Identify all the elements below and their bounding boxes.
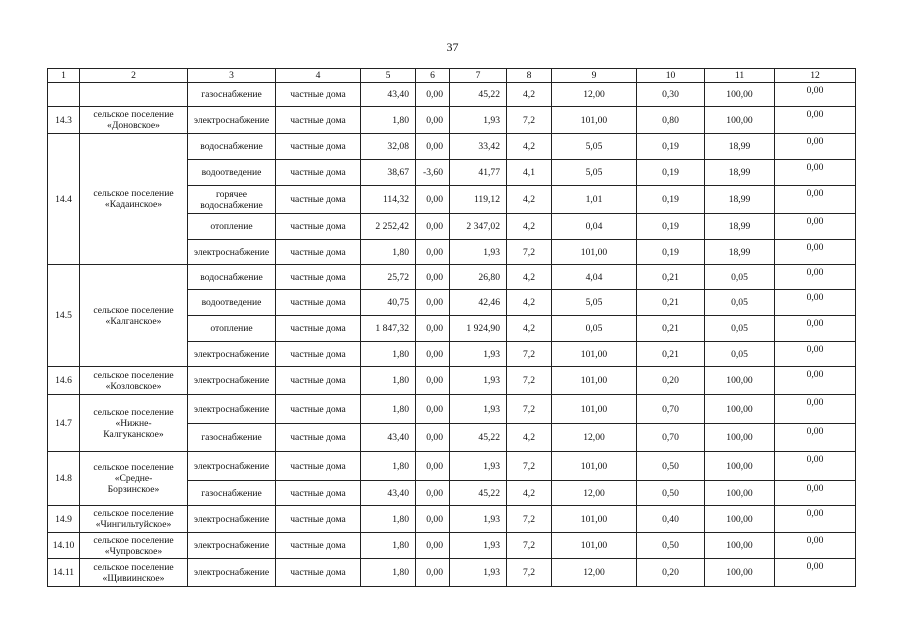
settlement-name-line: «Чупровское» <box>104 545 163 557</box>
value-cell-col11: 100,00 <box>705 107 775 134</box>
value-cell-col9: 101,00 <box>552 107 637 134</box>
row-number-cell: 14.5 <box>48 265 80 367</box>
value-cell-col7: 41,77 <box>450 160 507 186</box>
settlement-name-line: сельское поселение <box>93 406 174 418</box>
row-number-cell: 14.6 <box>48 367 80 395</box>
value-cell-col5: 1,80 <box>361 107 416 134</box>
row-number-cell: 14.3 <box>48 107 80 134</box>
settlement-name-cell <box>80 533 188 559</box>
value-cell-col5: 1,80 <box>361 559 416 587</box>
service-cell: электроснабжение <box>188 559 276 587</box>
service-cell: электроснабжение <box>188 342 276 367</box>
value-cell-col5: 1 847,32 <box>361 316 416 342</box>
value-cell-col9: 5,05 <box>552 134 637 160</box>
value-cell-col9: 101,00 <box>552 533 637 559</box>
header-cell: 9 <box>552 69 637 83</box>
value-cell-col9: 12,00 <box>552 559 637 587</box>
value-cell-col10: 0,80 <box>637 107 705 134</box>
row-number-cell: 14.4 <box>48 134 80 265</box>
value-cell-col8: 4,2 <box>507 481 552 506</box>
settlement-name-line: «Щивиинское» <box>102 572 165 584</box>
value-cell-col6: 0,00 <box>416 367 450 395</box>
value-cell-col9: 101,00 <box>552 367 637 395</box>
housing-type-cell: частные дома <box>276 506 361 533</box>
value-cell-col8: 4,2 <box>507 83 552 107</box>
table-row <box>48 395 856 424</box>
value-cell-col8: 4,2 <box>507 290 552 316</box>
value-cell-col12: 0,00 <box>775 481 856 506</box>
value-cell-col6: 0,00 <box>416 452 450 481</box>
value-cell-col8: 4,2 <box>507 186 552 214</box>
value-cell-col7: 45,22 <box>450 481 507 506</box>
value-cell-col9: 12,00 <box>552 481 637 506</box>
value-cell-col9: 12,00 <box>552 83 637 107</box>
row-number-cell: 14.10 <box>48 533 80 559</box>
value-cell-col9: 0,04 <box>552 214 637 240</box>
value-cell-col12: 0,00 <box>775 367 856 395</box>
value-cell-col10: 0,21 <box>637 290 705 316</box>
page-number: 37 <box>446 40 459 54</box>
value-cell-col9: 101,00 <box>552 506 637 533</box>
value-cell-col6: 0,00 <box>416 186 450 214</box>
value-cell-col7: 1,93 <box>450 395 507 424</box>
value-cell-col11: 18,99 <box>705 186 775 214</box>
settlement-name-line: Калгуканское» <box>103 428 164 440</box>
settlement-name-line: «Доновское» <box>107 120 160 131</box>
header-cell: 7 <box>450 69 507 83</box>
row-number-cell: 14.8 <box>48 452 80 506</box>
value-cell-col11: 0,05 <box>705 316 775 342</box>
housing-type-cell: частные дома <box>276 290 361 316</box>
value-cell-col10: 0,19 <box>637 160 705 186</box>
service-cell: водоснабжение <box>188 265 276 290</box>
settlement-name-line: сельское поселение <box>93 534 174 546</box>
value-cell-col9: 101,00 <box>552 452 637 481</box>
settlement-name-cell <box>80 395 188 452</box>
value-cell-col5: 2 252,42 <box>361 214 416 240</box>
value-cell-col10: 0,19 <box>637 240 705 265</box>
settlement-name-cell <box>80 134 188 265</box>
value-cell-col12: 0,00 <box>775 290 856 316</box>
settlement-name-cell <box>80 452 188 506</box>
value-cell-col6: 0,00 <box>416 342 450 367</box>
value-cell-col7: 1,93 <box>450 367 507 395</box>
value-cell-col12: 0,00 <box>775 452 856 481</box>
value-cell-col5: 1,80 <box>361 240 416 265</box>
table-row <box>48 533 856 559</box>
value-cell-col5: 1,80 <box>361 506 416 533</box>
value-cell-col6: 0,00 <box>416 107 450 134</box>
service-cell: электроснабжение <box>188 506 276 533</box>
settlement-name-line: сельское поселение <box>93 561 174 573</box>
value-cell-col12: 0,00 <box>775 134 856 160</box>
value-cell-col11: 0,05 <box>705 342 775 367</box>
value-cell-col12: 0,00 <box>775 214 856 240</box>
value-cell-col10: 0,30 <box>637 83 705 107</box>
value-cell-col6: 0,00 <box>416 424 450 452</box>
settlement-name-line: сельское поселение <box>93 109 174 120</box>
value-cell-col12: 0,00 <box>775 424 856 452</box>
value-cell-col12: 0,00 <box>775 160 856 186</box>
value-cell-col7: 45,22 <box>450 424 507 452</box>
settlement-name-cell <box>80 367 188 395</box>
settlement-name-line: «Козловское» <box>105 380 162 392</box>
table-row <box>48 107 856 134</box>
value-cell-col5: 1,80 <box>361 342 416 367</box>
value-cell-col11: 100,00 <box>705 424 775 452</box>
value-cell-col8: 4,2 <box>507 214 552 240</box>
value-cell-col6: 0,00 <box>416 395 450 424</box>
settlement-name-line: сельское поселение <box>93 462 174 473</box>
settlement-name-line: сельское поселение <box>93 508 174 519</box>
value-cell-col6: 0,00 <box>416 134 450 160</box>
header-cell: 12 <box>775 69 856 83</box>
value-cell-col8: 4,1 <box>507 160 552 186</box>
value-cell-col11: 100,00 <box>705 452 775 481</box>
service-cell: газоснабжение <box>188 481 276 506</box>
row-number-cell: 14.11 <box>48 559 80 587</box>
settlement-name-cell <box>80 83 188 107</box>
table-row <box>48 506 856 533</box>
value-cell-col5: 1,80 <box>361 367 416 395</box>
value-cell-col5: 38,67 <box>361 160 416 186</box>
value-cell-col5: 43,40 <box>361 83 416 107</box>
value-cell-col5: 1,80 <box>361 533 416 559</box>
value-cell-col11: 18,99 <box>705 160 775 186</box>
settlement-name-cell <box>80 107 188 134</box>
service-cell: электроснабжение <box>188 452 276 481</box>
value-cell-col8: 4,2 <box>507 134 552 160</box>
value-cell-col9: 101,00 <box>552 395 637 424</box>
value-cell-col12: 0,00 <box>775 395 856 424</box>
value-cell-col10: 0,20 <box>637 559 705 587</box>
value-cell-col5: 32,08 <box>361 134 416 160</box>
value-cell-col9: 5,05 <box>552 290 637 316</box>
value-cell-col11: 100,00 <box>705 533 775 559</box>
value-cell-col5: 1,80 <box>361 452 416 481</box>
housing-type-cell: частные дома <box>276 342 361 367</box>
value-cell-col9: 12,00 <box>552 424 637 452</box>
settlement-name-cell <box>80 265 188 367</box>
value-cell-col5: 40,75 <box>361 290 416 316</box>
service-cell: электроснабжение <box>188 240 276 265</box>
settlement-name-line: сельское поселение <box>93 304 174 316</box>
value-cell-col6: -3,60 <box>416 160 450 186</box>
table-row <box>48 83 856 107</box>
value-cell-col6: 0,00 <box>416 481 450 506</box>
value-cell-col11: 18,99 <box>705 214 775 240</box>
service-cell: электроснабжение <box>188 367 276 395</box>
value-cell-col5: 1,80 <box>361 395 416 424</box>
value-cell-col5: 43,40 <box>361 481 416 506</box>
value-cell-col8: 7,2 <box>507 533 552 559</box>
value-cell-col10: 0,70 <box>637 395 705 424</box>
header-cell: 6 <box>416 69 450 83</box>
value-cell-col12: 0,00 <box>775 240 856 265</box>
service-cell: водоотведение <box>188 160 276 186</box>
header-cell: 11 <box>705 69 775 83</box>
value-cell-col12: 0,00 <box>775 533 856 559</box>
value-cell-col6: 0,00 <box>416 83 450 107</box>
header-cell: 2 <box>80 69 188 83</box>
value-cell-col7: 1 924,90 <box>450 316 507 342</box>
row-number-cell: 14.9 <box>48 506 80 533</box>
value-cell-col11: 100,00 <box>705 506 775 533</box>
value-cell-col8: 7,2 <box>507 559 552 587</box>
value-cell-col8: 7,2 <box>507 240 552 265</box>
row-number-cell: 14.7 <box>48 395 80 452</box>
header-row <box>48 69 856 83</box>
value-cell-col11: 18,99 <box>705 134 775 160</box>
value-cell-col10: 0,19 <box>637 134 705 160</box>
value-cell-col6: 0,00 <box>416 214 450 240</box>
value-cell-col12: 0,00 <box>775 265 856 290</box>
housing-type-cell: частные дома <box>276 107 361 134</box>
settlement-name-cell <box>80 559 188 587</box>
value-cell-col7: 1,93 <box>450 342 507 367</box>
value-cell-col6: 0,00 <box>416 290 450 316</box>
header-cell: 4 <box>276 69 361 83</box>
value-cell-col12: 0,00 <box>775 107 856 134</box>
housing-type-cell: частные дома <box>276 559 361 587</box>
value-cell-col7: 1,93 <box>450 107 507 134</box>
value-cell-col11: 100,00 <box>705 367 775 395</box>
value-cell-col6: 0,00 <box>416 533 450 559</box>
value-cell-col6: 0,00 <box>416 316 450 342</box>
housing-type-cell: частные дома <box>276 367 361 395</box>
value-cell-col7: 2 347,02 <box>450 214 507 240</box>
value-cell-col8: 7,2 <box>507 342 552 367</box>
service-cell: электроснабжение <box>188 107 276 134</box>
service-cell: водоотведение <box>188 290 276 316</box>
value-cell-col6: 0,00 <box>416 240 450 265</box>
value-cell-col11: 0,05 <box>705 290 775 316</box>
value-cell-col10: 0,19 <box>637 186 705 214</box>
settlement-name-cell <box>80 506 188 533</box>
value-cell-col11: 100,00 <box>705 83 775 107</box>
housing-type-cell: частные дома <box>276 214 361 240</box>
header-cell: 1 <box>48 69 80 83</box>
value-cell-col6: 0,00 <box>416 265 450 290</box>
value-cell-col9: 4,04 <box>552 265 637 290</box>
housing-type-cell: частные дома <box>276 452 361 481</box>
settlement-name-line: «Калганское» <box>105 315 162 327</box>
value-cell-col7: 1,93 <box>450 452 507 481</box>
value-cell-col5: 25,72 <box>361 265 416 290</box>
header-cell: 8 <box>507 69 552 83</box>
value-cell-col10: 0,21 <box>637 342 705 367</box>
value-cell-col7: 33,42 <box>450 134 507 160</box>
value-cell-col10: 0,50 <box>637 452 705 481</box>
service-cell: горячее водоснабжение <box>188 186 276 214</box>
value-cell-col6: 0,00 <box>416 506 450 533</box>
value-cell-col10: 0,70 <box>637 424 705 452</box>
service-cell: отопление <box>188 316 276 342</box>
value-cell-col11: 0,05 <box>705 265 775 290</box>
value-cell-col10: 0,20 <box>637 367 705 395</box>
settlement-name-line: «Чингильтуйское» <box>95 519 172 530</box>
tariff-table <box>47 68 856 587</box>
value-cell-col7: 1,93 <box>450 506 507 533</box>
value-cell-col11: 18,99 <box>705 240 775 265</box>
value-cell-col8: 7,2 <box>507 107 552 134</box>
service-cell: водоснабжение <box>188 134 276 160</box>
housing-type-cell: частные дома <box>276 265 361 290</box>
value-cell-col11: 100,00 <box>705 395 775 424</box>
value-cell-col5: 43,40 <box>361 424 416 452</box>
housing-type-cell: частные дома <box>276 240 361 265</box>
value-cell-col6: 0,00 <box>416 559 450 587</box>
value-cell-col12: 0,00 <box>775 559 856 587</box>
value-cell-col12: 0,00 <box>775 316 856 342</box>
service-cell: электроснабжение <box>188 395 276 424</box>
value-cell-col9: 101,00 <box>552 240 637 265</box>
settlement-name-line: сельское поселение <box>93 188 174 199</box>
value-cell-col7: 42,46 <box>450 290 507 316</box>
value-cell-col8: 4,2 <box>507 316 552 342</box>
value-cell-col9: 101,00 <box>552 342 637 367</box>
service-cell: газоснабжение <box>188 83 276 107</box>
value-cell-col10: 0,50 <box>637 533 705 559</box>
value-cell-col12: 0,00 <box>775 83 856 107</box>
value-cell-col10: 0,40 <box>637 506 705 533</box>
value-cell-col11: 100,00 <box>705 481 775 506</box>
housing-type-cell: частные дома <box>276 395 361 424</box>
settlement-name-line: Борзинское» <box>107 484 160 495</box>
value-cell-col8: 7,2 <box>507 395 552 424</box>
value-cell-col8: 4,2 <box>507 424 552 452</box>
value-cell-col7: 119,12 <box>450 186 507 214</box>
value-cell-col8: 7,2 <box>507 506 552 533</box>
value-cell-col7: 45,22 <box>450 83 507 107</box>
table-row <box>48 265 856 290</box>
settlement-name-line: «Нижне- <box>115 417 152 429</box>
settlement-name-line: «Средне- <box>114 473 153 484</box>
value-cell-col12: 0,00 <box>775 342 856 367</box>
header-cell: 5 <box>361 69 416 83</box>
value-cell-col10: 0,21 <box>637 265 705 290</box>
value-cell-col10: 0,50 <box>637 481 705 506</box>
value-cell-col12: 0,00 <box>775 506 856 533</box>
table-row <box>48 559 856 587</box>
housing-type-cell: частные дома <box>276 134 361 160</box>
row-number-cell <box>48 83 80 107</box>
table-row <box>48 367 856 395</box>
value-cell-col10: 0,21 <box>637 316 705 342</box>
value-cell-col5: 114,32 <box>361 186 416 214</box>
value-cell-col8: 4,2 <box>507 265 552 290</box>
service-cell: газоснабжение <box>188 424 276 452</box>
housing-type-cell: частные дома <box>276 186 361 214</box>
housing-type-cell: частные дома <box>276 316 361 342</box>
housing-type-cell: частные дома <box>276 160 361 186</box>
housing-type-cell: частные дома <box>276 481 361 506</box>
value-cell-col9: 1,01 <box>552 186 637 214</box>
housing-type-cell: частные дома <box>276 83 361 107</box>
value-cell-col7: 26,80 <box>450 265 507 290</box>
header-cell: 10 <box>637 69 705 83</box>
service-cell: отопление <box>188 214 276 240</box>
value-cell-col9: 0,05 <box>552 316 637 342</box>
value-cell-col9: 5,05 <box>552 160 637 186</box>
value-cell-col11: 100,00 <box>705 559 775 587</box>
value-cell-col8: 7,2 <box>507 367 552 395</box>
housing-type-cell: частные дома <box>276 424 361 452</box>
settlement-name-line: «Кадаинское» <box>104 199 163 210</box>
value-cell-col10: 0,19 <box>637 214 705 240</box>
header-cell: 3 <box>188 69 276 83</box>
table-body <box>48 83 856 587</box>
settlement-name-line: сельское поселение <box>93 369 174 381</box>
value-cell-col12: 0,00 <box>775 186 856 214</box>
table-row <box>48 452 856 481</box>
housing-type-cell: частные дома <box>276 533 361 559</box>
value-cell-col7: 1,93 <box>450 240 507 265</box>
value-cell-col7: 1,93 <box>450 559 507 587</box>
service-cell: электроснабжение <box>188 533 276 559</box>
value-cell-col8: 7,2 <box>507 452 552 481</box>
table-row <box>48 134 856 160</box>
value-cell-col7: 1,93 <box>450 533 507 559</box>
